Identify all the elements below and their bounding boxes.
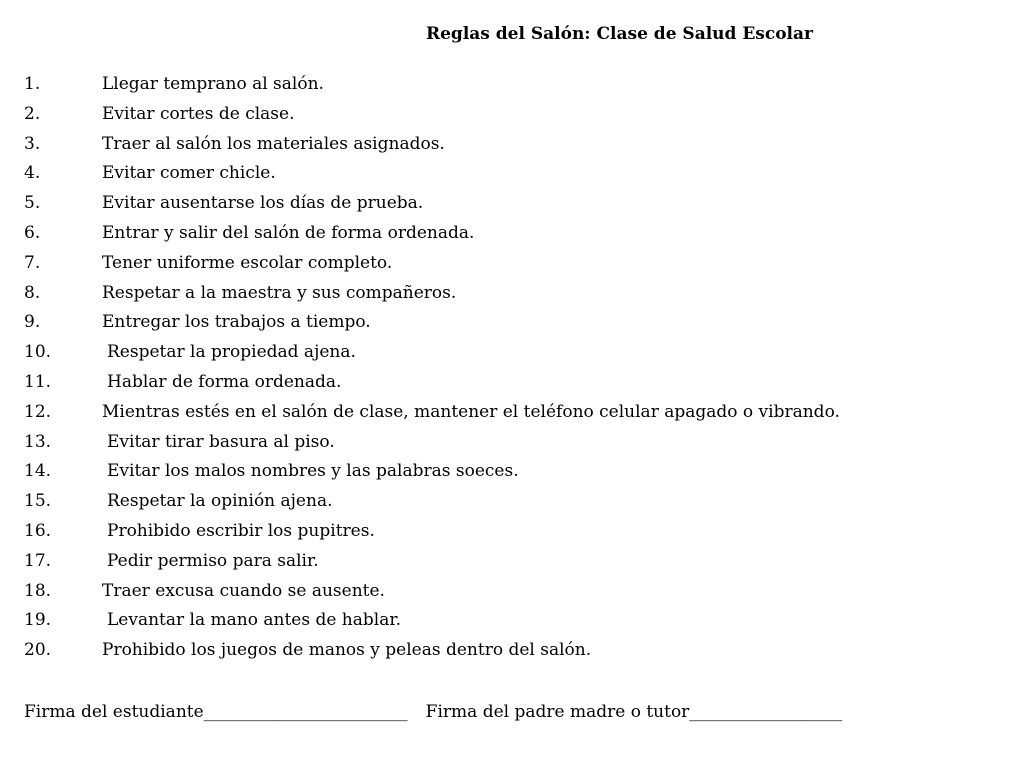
rule-number: 18. — [24, 580, 52, 601]
rule-number: 19. — [24, 610, 52, 631]
rule-text: Respetar a la maestra y sus compañeros. — [102, 282, 457, 303]
student-signature-line: Firma del estudiante________________________ — [24, 702, 408, 722]
rule-item — [24, 130, 840, 160]
rule-text: Traer excusa cuando se ausente. — [102, 580, 385, 601]
rule-number: 3. — [24, 133, 41, 154]
rule-text: Evitar cortes de clase. — [102, 103, 295, 124]
rule-text: Prohibido escribir los pupitres. — [107, 520, 375, 541]
rule-item — [24, 457, 840, 487]
rule-number: 13. — [24, 431, 52, 452]
rule-item — [24, 368, 840, 398]
rule-item — [24, 70, 840, 100]
rule-text: Levantar la mano antes de hablar. — [107, 610, 402, 631]
rule-text: Evitar tirar basura al piso. — [107, 431, 335, 452]
rule-number: 16. — [24, 520, 52, 541]
rule-item — [24, 636, 840, 666]
rule-number: 15. — [24, 491, 52, 512]
rule-number: 1. — [24, 74, 41, 94]
rule-item — [24, 487, 840, 517]
rule-text: Respetar la propiedad ajena. — [107, 342, 356, 363]
rule-number: 6. — [24, 222, 41, 243]
rule-text: Llegar temprano al salón. — [102, 74, 324, 94]
rule-text: Tener uniforme escolar completo. — [102, 252, 393, 273]
rule-number: 10. — [24, 342, 52, 363]
rule-item — [24, 308, 840, 338]
rule-item — [24, 249, 840, 279]
rule-number: 2. — [24, 103, 41, 124]
parent-signature-line: Firma del padre madre o tutor__________________ — [425, 702, 843, 722]
rule-text: Traer al salón los materiales asignados. — [102, 133, 445, 154]
rule-item — [24, 606, 840, 636]
rule-number: 9. — [24, 312, 41, 333]
rule-number: 14. — [24, 461, 52, 482]
rule-item — [24, 517, 840, 547]
rule-text: Entregar los trabajos a tiempo. — [102, 312, 371, 333]
rule-item — [24, 547, 840, 577]
rule-item — [24, 428, 840, 458]
rules-list — [24, 70, 840, 666]
rule-item — [24, 398, 840, 428]
rule-text: Hablar de forma ordenada. — [107, 371, 342, 392]
rule-number: 5. — [24, 193, 41, 214]
rule-item — [24, 189, 840, 219]
signature-lines — [24, 699, 842, 725]
rule-number: 11. — [24, 371, 52, 392]
rule-number: 7. — [24, 252, 41, 273]
rule-item — [24, 577, 840, 607]
rule-text: Pedir permiso para salir. — [107, 550, 319, 571]
rule-text: Mientras estés en el salón de clase, mantener el teléfono celular apagado o vibrando. — [102, 401, 840, 422]
rule-number: 4. — [24, 163, 41, 184]
rule-text: Entrar y salir del salón de forma ordenada. — [102, 222, 475, 243]
rule-number: 8. — [24, 282, 41, 303]
rule-text: Evitar ausentarse los días de prueba. — [102, 193, 424, 214]
rule-item — [24, 100, 840, 130]
rule-text: Evitar los malos nombres y las palabras soeces. — [107, 461, 519, 482]
rule-number: 20. — [24, 640, 52, 661]
rule-text: Respetar la opinión ajena. — [107, 491, 333, 512]
rule-item — [24, 279, 840, 309]
rule-number: 17. — [24, 550, 52, 571]
rule-text: Evitar comer chicle. — [102, 163, 276, 184]
rule-text: Prohibido los juegos de manos y peleas dentro del salón. — [102, 640, 592, 661]
rule-item — [24, 338, 840, 368]
rule-item — [24, 159, 840, 189]
rule-number: 12. — [24, 401, 52, 422]
page-title: Reglas del Salón: Clase de Salud Escolar — [425, 24, 813, 44]
rule-item — [24, 219, 840, 249]
